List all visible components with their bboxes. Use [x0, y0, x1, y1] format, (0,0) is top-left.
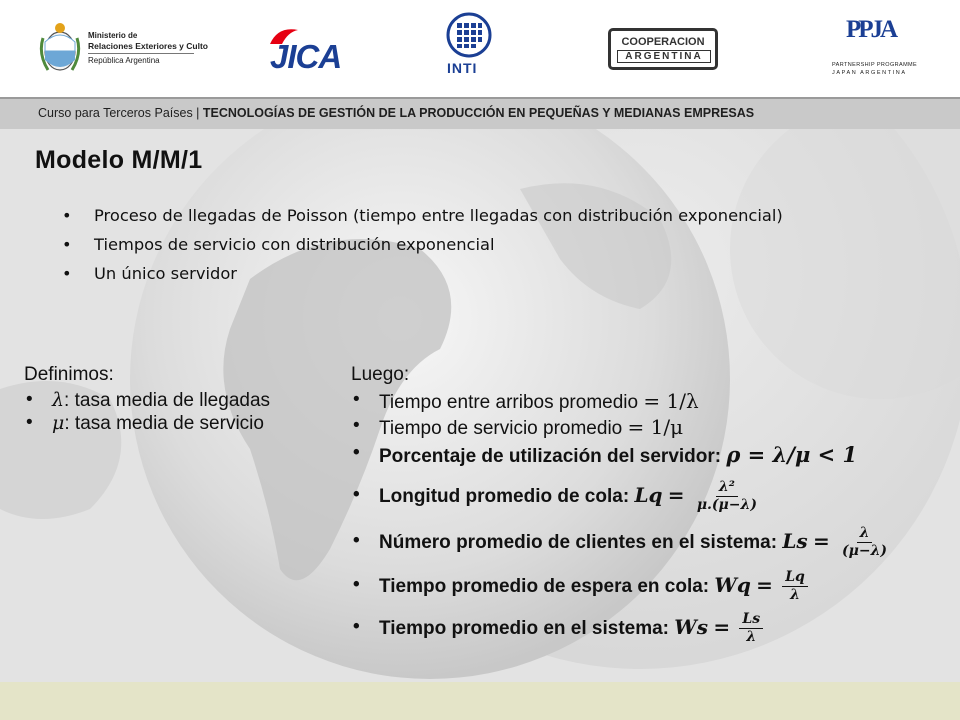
cooperacion-argentina-logo: [608, 28, 718, 70]
fraction-denominator: μ.(μ−λ): [696, 497, 757, 514]
ministerio-divider: [88, 53, 194, 54]
slide-title: Modelo M/M/1: [35, 146, 203, 174]
bullet-single-server: • Un único servidor: [62, 264, 783, 293]
cooperacion-line2: ARGENTINA: [617, 50, 711, 63]
result-interarrival-label: Tiempo entre arribos promedio: [379, 392, 639, 413]
jica-text: JICA: [270, 38, 342, 75]
results-box: [351, 364, 890, 648]
result-utilization: [351, 442, 890, 472]
result-queue-length-lhs: Lq: [634, 483, 663, 507]
course-banner: [0, 97, 960, 129]
result-utilization-label: Porcentaje de utilización del servidor:: [379, 446, 722, 467]
result-clients-fraction: [839, 525, 890, 560]
ppja-mark: PPJA: [846, 16, 896, 43]
result-service-time: [351, 415, 890, 442]
inti-logo: [444, 12, 494, 78]
ministerio-logo: [38, 20, 208, 78]
result-interarrival-time: [351, 389, 890, 415]
ppja-logo: [832, 16, 928, 82]
fraction-denominator: (μ−λ): [842, 543, 888, 560]
model-bullet-list: [62, 206, 783, 293]
fraction-numerator: λ: [857, 525, 873, 543]
equals-sign: =: [812, 529, 830, 553]
fraction-denominator: λ: [790, 587, 800, 604]
definition-mu-text: : tasa media de servicio: [64, 413, 264, 434]
result-queue-length: [351, 472, 890, 518]
jica-logo: [268, 24, 360, 74]
result-service-formula: = 1/μ: [627, 415, 684, 439]
mu-symbol: μ: [52, 412, 65, 434]
result-wait-queue-lhs: Wq: [714, 573, 751, 597]
result-wait-in-queue: [351, 564, 890, 606]
result-time-system-fraction: [739, 611, 763, 646]
slide-footer-bar: [0, 682, 960, 720]
result-time-system-lhs: Ws: [674, 615, 709, 639]
result-time-in-system: [351, 606, 890, 648]
result-time-system-label: Tiempo promedio en el sistema:: [379, 618, 670, 639]
fraction-numerator: Ls: [739, 611, 763, 629]
inti-grid-icon: [446, 12, 492, 58]
result-clients-lhs: Ls: [782, 529, 808, 553]
fraction-denominator: λ: [746, 629, 757, 646]
result-queue-length-fraction: [694, 479, 760, 514]
course-banner-prefix: Curso para Terceros Países |: [38, 106, 200, 120]
result-wait-queue-fraction: [782, 569, 808, 604]
ppja-line2: JAPAN ARGENTINA: [832, 70, 907, 76]
course-banner-title: TECNOLOGÍAS DE GESTIÓN DE LA PRODUCCIÓN EN PEQUEÑAS Y MEDIANAS EMPRESAS: [202, 106, 755, 120]
argentina-coat-of-arms-icon: [38, 20, 82, 76]
equals-sign: =: [667, 483, 685, 507]
fraction-numerator: Lq: [782, 569, 808, 587]
bullet-exponential-service: • Tiempos de servicio con distribución exponencial: [62, 235, 783, 264]
equals-sign: =: [756, 573, 773, 597]
result-interarrival-formula: = 1/λ: [643, 389, 699, 413]
definition-lambda: [24, 389, 270, 412]
result-clients-label: Número promedio de clientes en el sistema:: [379, 532, 778, 553]
results-heading: Luego:: [351, 364, 410, 385]
result-service-label: Tiempo de servicio promedio: [379, 418, 623, 439]
inti-text: INTI: [447, 60, 478, 76]
ppja-line1: PARTNERSHIP PROGRAMME: [832, 62, 918, 68]
ministerio-line3: República Argentina: [88, 56, 160, 65]
cooperacion-line1: COOPERACION: [621, 36, 705, 48]
header-logos: [0, 0, 960, 97]
definitions-box: [24, 364, 270, 435]
definition-mu: [24, 412, 270, 435]
lambda-symbol: λ: [52, 389, 65, 411]
fraction-numerator: λ²: [716, 479, 738, 497]
result-clients-in-system: [351, 518, 890, 564]
result-queue-length-label: Longitud promedio de cola:: [379, 486, 630, 507]
result-utilization-formula: ρ = λ/μ < 1: [726, 442, 858, 467]
equals-sign: =: [713, 615, 731, 639]
bullet-poisson-arrivals: • Proceso de llegadas de Poisson (tiempo entre llegadas con distribución exponencial): [62, 206, 783, 235]
course-banner-text: [38, 106, 754, 120]
definition-lambda-text: : tasa media de llegadas: [64, 390, 271, 411]
definitions-heading: Definimos:: [24, 364, 114, 385]
ministerio-line1: Ministerio de: [88, 31, 138, 40]
result-wait-queue-label: Tiempo promedio de espera en cola:: [379, 576, 710, 597]
ministerio-line2: Relaciones Exteriores y Culto: [88, 41, 208, 51]
